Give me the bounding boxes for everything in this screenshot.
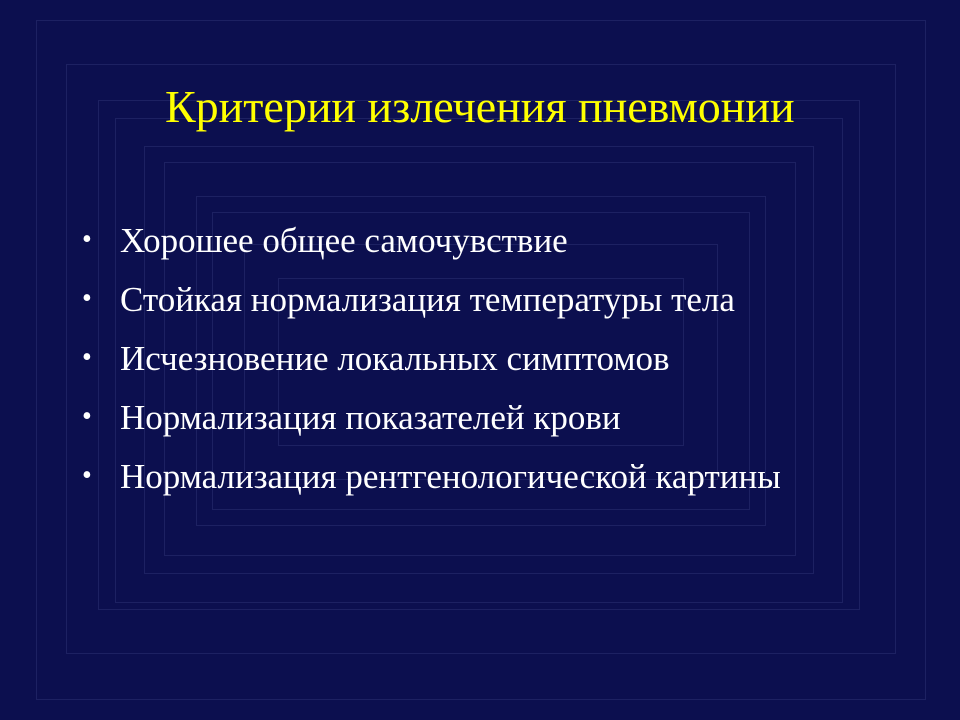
list-item-text: Хорошее общее самочувствие (120, 221, 568, 260)
list-item-text: Нормализация показателей крови (120, 398, 621, 437)
list-item-text: Исчезновение локальных симптомов (120, 339, 670, 378)
bullet-icon: • (82, 224, 92, 255)
list-item (80, 457, 900, 497)
list-item (80, 221, 900, 261)
bullet-list (80, 221, 900, 516)
bullet-icon: • (82, 401, 92, 432)
slide-title: Критерии излечения пневмонии (165, 81, 795, 132)
bullet-icon: • (82, 283, 92, 314)
list-item (80, 339, 900, 379)
bullet-icon: • (82, 460, 92, 491)
bullet-icon: • (82, 342, 92, 373)
list-item-text: Стойкая нормализация температуры тела (120, 280, 735, 319)
list-item (80, 398, 900, 438)
list-item-text: Нормализация рентгенологической картины (120, 457, 781, 496)
list-item (80, 280, 900, 320)
